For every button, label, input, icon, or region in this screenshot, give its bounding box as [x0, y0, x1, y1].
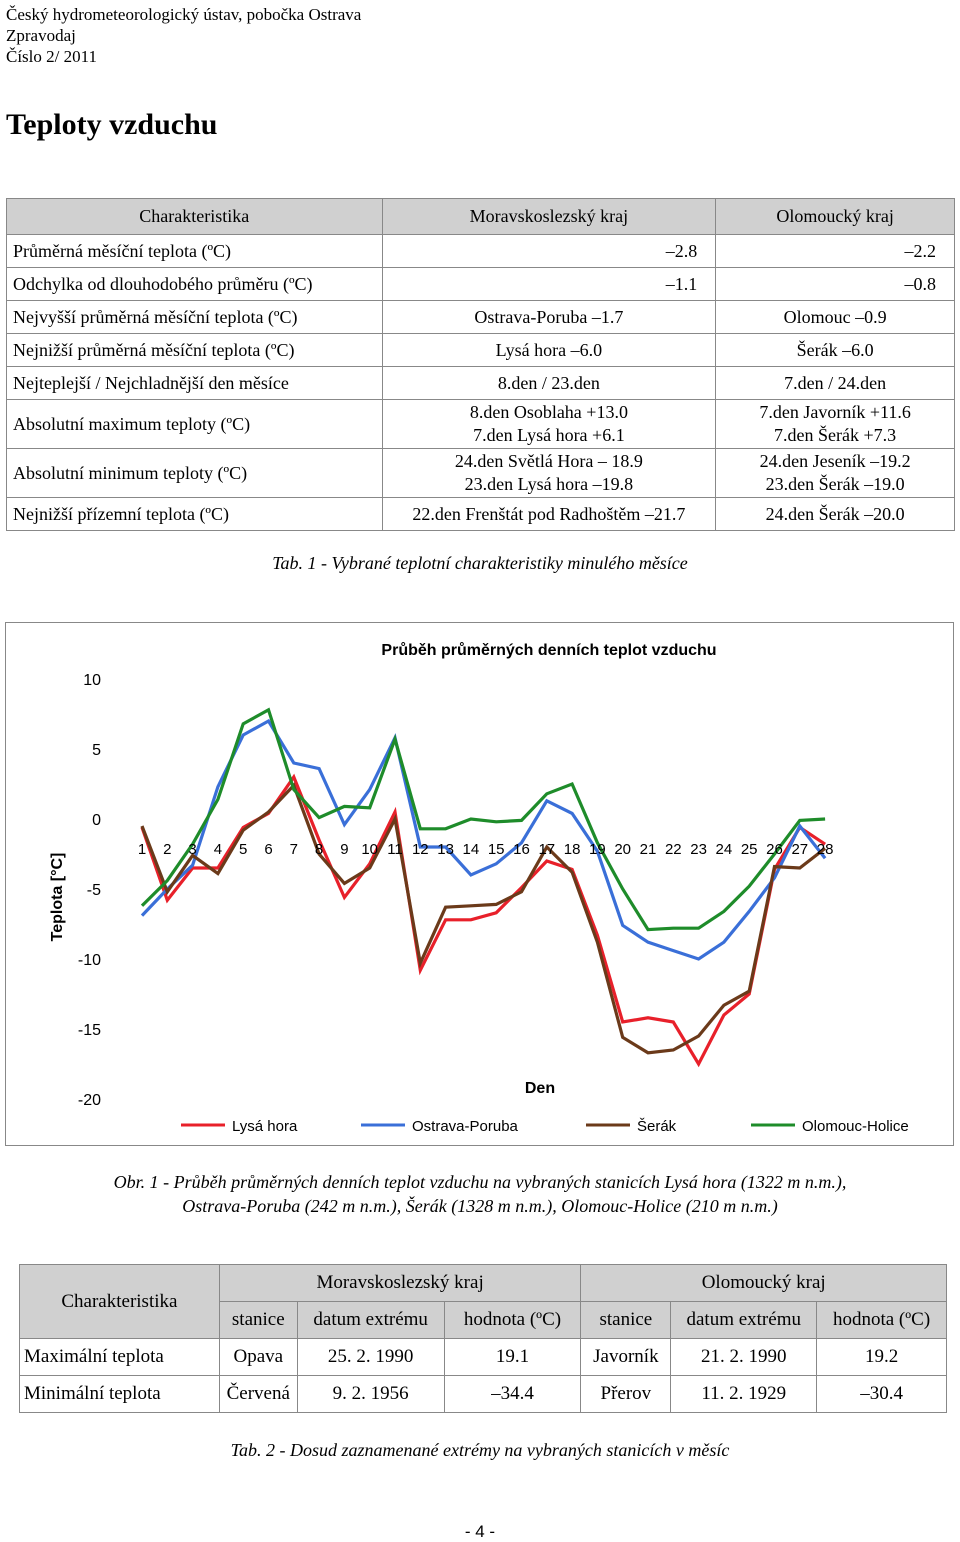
row-label: Průměrná měsíční teplota (ºC)	[7, 235, 383, 268]
table-cell: Opava	[219, 1339, 297, 1376]
y-axis-label: Teplota [°C]	[49, 852, 66, 942]
x-tick-label: 10	[361, 841, 379, 858]
table-cell: –2.2	[716, 235, 955, 268]
cell-line: 24.den Jeseník –19.2	[759, 451, 911, 471]
table-cell: 22.den Frenštát pod Radhoštěm –21.7	[382, 498, 716, 531]
y-tick-label: 0	[92, 812, 101, 829]
x-tick-label: 5	[239, 841, 248, 858]
row-label: Nejnižší přízemní teplota (ºC)	[7, 498, 383, 531]
series-line	[142, 721, 825, 959]
region-header: Moravskoslezský kraj	[219, 1265, 581, 1302]
table-cell: Olomouc –0.9	[716, 301, 955, 334]
temperature-characteristics-table	[6, 198, 955, 531]
y-tick-label: -10	[77, 952, 101, 969]
table-cell: Šerák –6.0	[716, 334, 955, 367]
table-cell	[716, 449, 955, 498]
x-tick-label: 11	[387, 841, 403, 858]
cell-line: 7.den Šerák +7.3	[774, 425, 897, 445]
x-tick-label: 22	[664, 841, 682, 858]
y-tick-label: -20	[77, 1092, 101, 1109]
x-tick-label: 20	[614, 841, 632, 858]
x-tick-label: 4	[213, 841, 223, 858]
cell-line: 7.den Javorník +11.6	[759, 402, 911, 422]
x-tick-label: 13	[437, 841, 454, 858]
table-cell: 21. 2. 1990	[671, 1339, 817, 1376]
figure-1-caption	[0, 1170, 960, 1218]
x-tick-label: 8	[314, 841, 324, 858]
chart-canvas	[6, 623, 953, 1145]
column-header: hodnota (ºC)	[817, 1302, 947, 1339]
table-row	[7, 498, 955, 531]
table-cell: 11. 2. 1929	[671, 1376, 817, 1413]
y-tick-label: 10	[83, 672, 101, 689]
column-header: Charakteristika	[7, 199, 383, 235]
table-header-row	[20, 1265, 947, 1302]
region-header: Olomoucký kraj	[581, 1265, 947, 1302]
column-header: Charakteristika	[20, 1265, 220, 1339]
x-tick-label: 26	[766, 841, 783, 858]
x-tick-label: 3	[188, 841, 197, 858]
legend-label: Šerák	[637, 1118, 677, 1135]
x-tick-label: 14	[462, 841, 480, 858]
table-cell: 19.2	[817, 1339, 947, 1376]
extremes-table	[19, 1264, 947, 1413]
table-row	[7, 367, 955, 400]
x-tick-label: 16	[513, 841, 530, 858]
table-cell: Javorník	[581, 1339, 671, 1376]
x-tick-label: 27	[791, 841, 809, 858]
cell-line: 8.den Osoblaha +13.0	[469, 402, 628, 422]
table-cell: 19.1	[444, 1339, 581, 1376]
page-title: Teploty vzduchu	[6, 108, 218, 141]
table-row	[20, 1339, 947, 1376]
x-tick-label: 1	[137, 841, 147, 858]
x-tick-label: 12	[411, 841, 429, 858]
row-label: Minimální teplota	[20, 1376, 220, 1413]
x-tick-label: 2	[163, 841, 172, 858]
row-label: Nejteplejší / Nejchladnější den měsíce	[7, 367, 383, 400]
header-bulletin: Zpravodaj	[6, 26, 76, 45]
x-tick-label: 6	[264, 841, 273, 858]
legend-label: Ostrava-Poruba	[412, 1118, 518, 1135]
table-1-caption: Tab. 1 - Vybrané teplotní charakteristiky minulého měsíce	[272, 553, 688, 573]
table-cell: 9. 2. 1956	[297, 1376, 444, 1413]
table-cell: –1.1	[382, 268, 716, 301]
row-label: Maximální teplota	[20, 1339, 220, 1376]
x-tick-label: 24	[715, 841, 733, 858]
table-cell: –30.4	[817, 1376, 947, 1413]
chart-title: Průběh průměrných denních teplot vzduchu	[381, 642, 717, 659]
x-tick-label: 28	[816, 841, 834, 858]
column-header: stanice	[219, 1302, 297, 1339]
x-tick-label: 23	[690, 841, 707, 858]
temperature-chart	[5, 622, 954, 1146]
table-cell: Přerov	[581, 1376, 671, 1413]
x-tick-label: 19	[589, 841, 606, 858]
column-header: datum extrému	[671, 1302, 817, 1339]
cell-line: 24.den Světlá Hora – 18.9	[454, 451, 643, 471]
table-row	[7, 301, 955, 334]
cell-line: 23.den Lysá hora –19.8	[464, 474, 634, 494]
page-number: - 4 -	[464, 1522, 496, 1541]
table-cell: –0.8	[716, 268, 955, 301]
y-tick-label: -5	[86, 882, 101, 899]
legend-label: Lysá hora	[232, 1118, 298, 1135]
table-row	[7, 334, 955, 367]
cell-line: 23.den Šerák –19.0	[765, 474, 905, 494]
table-cell: Ostrava-Poruba –1.7	[382, 301, 716, 334]
x-tick-label: 21	[639, 841, 657, 858]
row-label: Absolutní minimum teploty (ºC)	[7, 449, 383, 498]
table-cell: –34.4	[444, 1376, 581, 1413]
caption-line: Ostrava-Poruba (242 m n.m.), Šerák (1328 m n.m.), Olomouc-Holice (210 m n.m.)	[182, 1196, 778, 1216]
x-tick-label: 9	[340, 841, 349, 858]
table-header-row	[7, 199, 955, 235]
column-header: Moravskoslezský kraj	[382, 199, 716, 235]
table-cell	[716, 400, 955, 449]
column-header: datum extrému	[297, 1302, 444, 1339]
table-2-caption: Tab. 2 - Dosud zaznamenané extrémy na vybraných stanicích v měsíc	[230, 1440, 730, 1460]
x-tick-label: 18	[563, 841, 581, 858]
row-label: Odchylka od dlouhodobého průměru (ºC)	[7, 268, 383, 301]
table-row	[7, 235, 955, 268]
x-axis-label: Den	[524, 1080, 556, 1097]
header-issue: Číslo 2/ 2011	[6, 47, 97, 66]
row-label: Absolutní maximum teploty (ºC)	[7, 400, 383, 449]
row-label: Nejnižší průměrná měsíční teplota (ºC)	[7, 334, 383, 367]
column-header: Olomoucký kraj	[716, 199, 955, 235]
document-header	[6, 4, 361, 67]
table-cell: 24.den Šerák –20.0	[716, 498, 955, 531]
x-tick-label: 15	[487, 841, 505, 858]
y-tick-label: -15	[77, 1022, 101, 1039]
table-cell	[382, 400, 716, 449]
row-label: Nejvyšší průměrná měsíční teplota (ºC)	[7, 301, 383, 334]
table-row	[7, 400, 955, 449]
legend-label: Olomouc-Holice	[802, 1118, 909, 1135]
column-header: hodnota (ºC)	[444, 1302, 581, 1339]
column-header: stanice	[581, 1302, 671, 1339]
x-tick-label: 17	[538, 841, 556, 858]
table-row	[20, 1376, 947, 1413]
series-line	[142, 710, 825, 930]
caption-line: Obr. 1 - Průběh průměrných denních teplot vzduchu na vybraných stanicích Lysá hora (1322 m n.m.),	[113, 1172, 847, 1192]
y-tick-label: 5	[92, 742, 101, 759]
table-cell: 7.den / 24.den	[716, 367, 955, 400]
table-cell	[382, 449, 716, 498]
table-cell: 25. 2. 1990	[297, 1339, 444, 1376]
x-tick-label: 7	[289, 841, 298, 858]
table-row	[7, 268, 955, 301]
table-cell: Lysá hora –6.0	[382, 334, 716, 367]
x-tick-label: 25	[740, 841, 758, 858]
table-cell: Červená	[219, 1376, 297, 1413]
header-institution: Český hydrometeorologický ústav, pobočka Ostrava	[6, 5, 362, 24]
table-cell: 8.den / 23.den	[382, 367, 716, 400]
cell-line: 7.den Lysá hora +6.1	[473, 425, 625, 445]
table-row	[7, 449, 955, 498]
table-cell: –2.8	[382, 235, 716, 268]
